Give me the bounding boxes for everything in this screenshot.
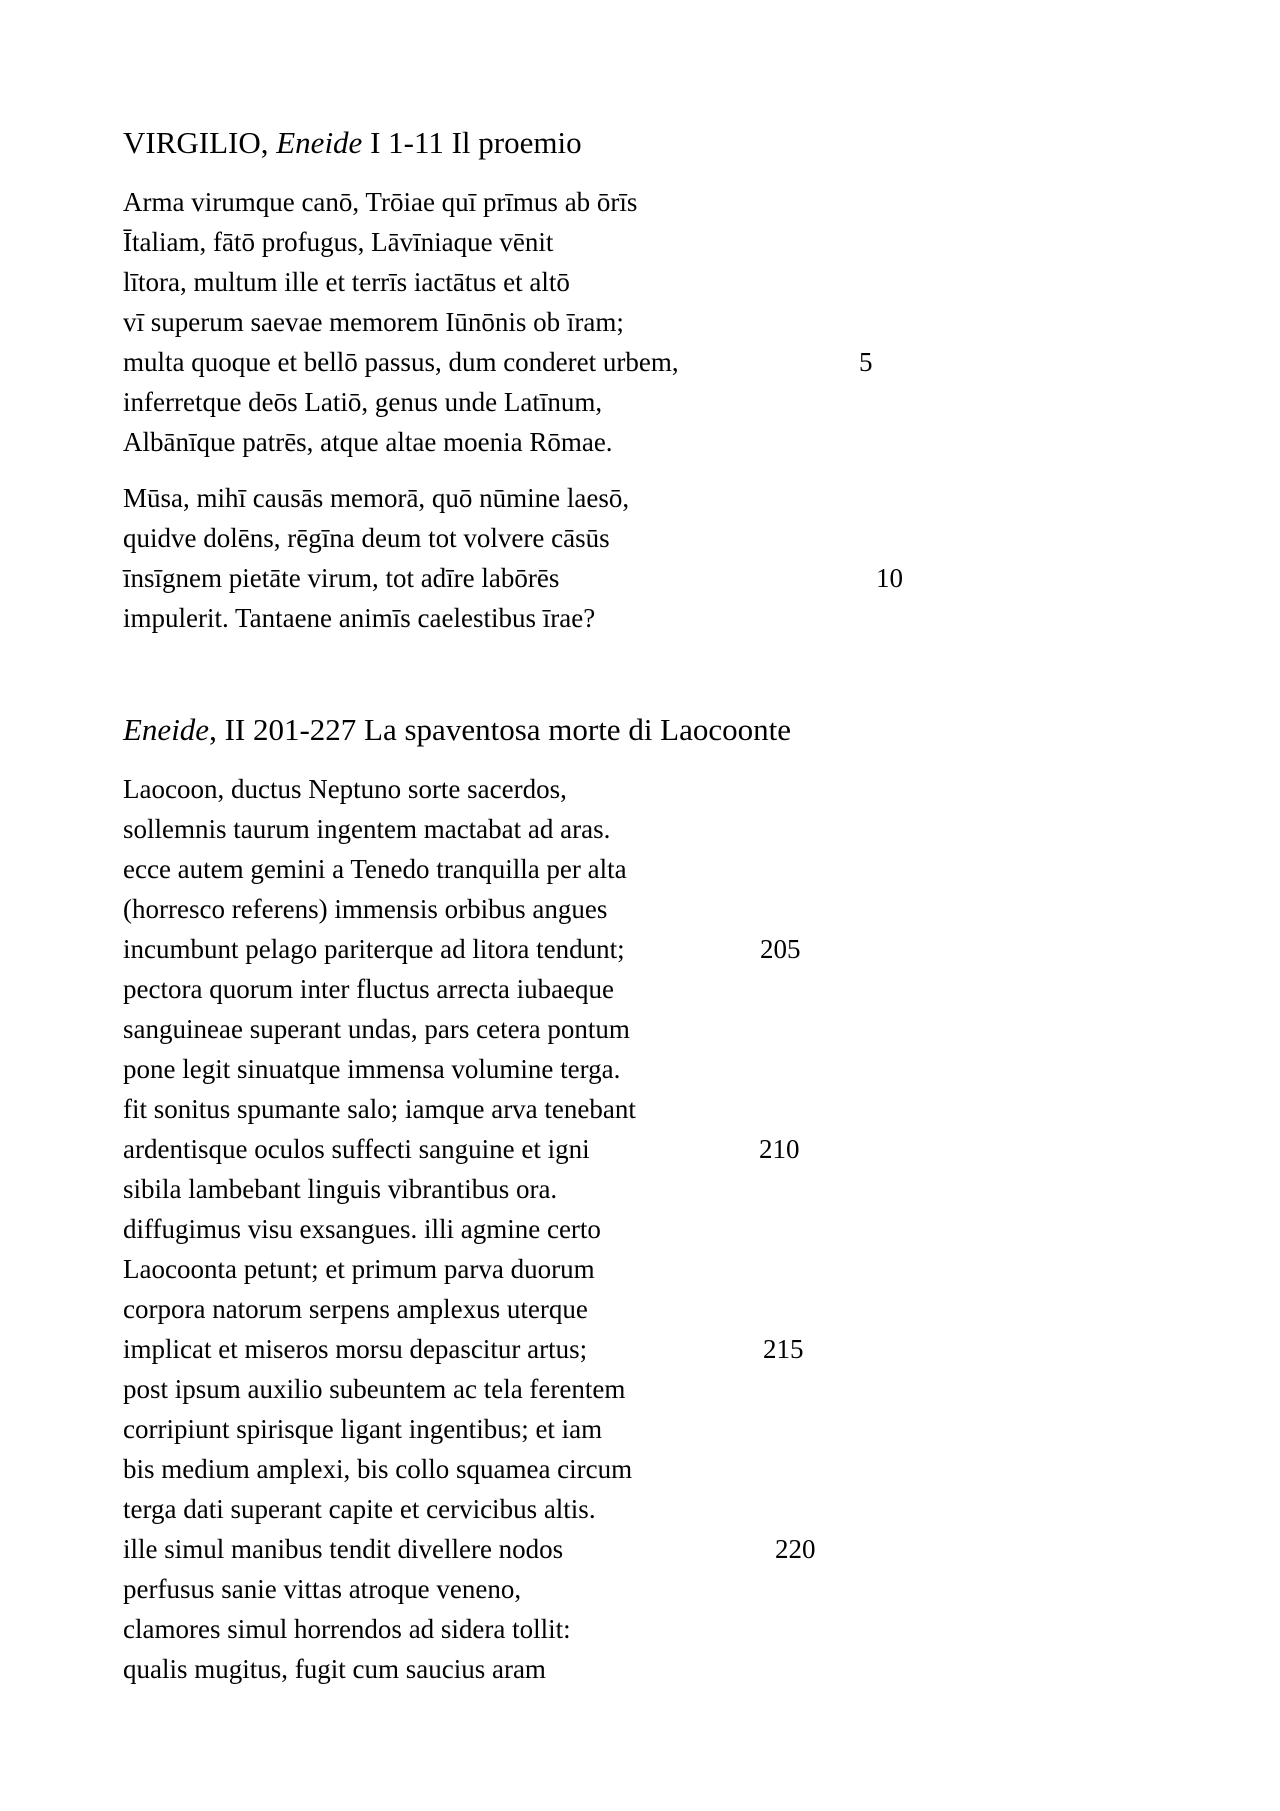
verse-line: pone legit sinuatque immensa volumine terga. bbox=[123, 1054, 621, 1084]
verse-line: fit sonitus spumante salo; iamque arva tenebant bbox=[123, 1094, 636, 1124]
line-number: 205 bbox=[760, 934, 801, 964]
section2-title bbox=[123, 710, 791, 750]
verse-line: inferretque deōs Latiō, genus unde Latīnum, bbox=[123, 387, 603, 417]
verse-line: terga dati superant capite et cervicibus altis. bbox=[123, 1494, 596, 1524]
verse-line: Albānīque patrēs, atque altae moenia Rōmae. bbox=[123, 427, 613, 457]
verse-line: implicat et miseros morsu depascitur artus; bbox=[123, 1334, 588, 1364]
verse-line: vī superum saevae memorem Iūnōnis ob īram; bbox=[123, 307, 624, 337]
verse-line: clamores simul horrendos ad sidera tollit: bbox=[123, 1614, 571, 1644]
verse-line: (horresco referens) immensis orbibus angues bbox=[123, 894, 608, 924]
verse-line: perfusus sanie vittas atroque veneno, bbox=[123, 1574, 522, 1604]
verse-line: bis medium amplexi, bis collo squamea circum bbox=[123, 1454, 633, 1484]
line-number: 215 bbox=[763, 1334, 804, 1364]
line-number: 5 bbox=[859, 347, 873, 377]
verse-line: īnsīgnem pietāte virum, tot adīre labōrēs bbox=[123, 563, 560, 593]
line-number: 210 bbox=[759, 1134, 800, 1164]
verse-line: multa quoque et bellō passus, dum conderet urbem, bbox=[123, 347, 679, 377]
verse-line: Mūsa, mihī causās memorā, quō nūmine laesō, bbox=[123, 483, 630, 513]
verse-line: sollemnis taurum ingentem mactabat ad aras. bbox=[123, 814, 611, 844]
verse-line: quidve dolēns, rēgīna deum tot volvere cāsūs bbox=[123, 523, 610, 553]
verse-line: qualis mugitus, fugit cum saucius aram bbox=[123, 1654, 546, 1684]
verse-line: ecce autem gemini a Tenedo tranquilla per alta bbox=[123, 854, 627, 884]
verse-line: corripiunt spirisque ligant ingentibus; et iam bbox=[123, 1414, 603, 1444]
section1-title bbox=[123, 123, 582, 163]
line-number: 220 bbox=[775, 1534, 816, 1564]
verse-line: incumbunt pelago pariterque ad litora tendunt; bbox=[123, 934, 625, 964]
verse-line: lītora, multum ille et terrīs iactātus et altō bbox=[123, 267, 570, 297]
verse-line: Laocoonta petunt; et primum parva duorum bbox=[123, 1254, 595, 1284]
verse-line: Ītaliam, fātō profugus, Lāvīniaque vēnit bbox=[123, 227, 554, 257]
verse-line: diffugimus visu exsangues. illi agmine certo bbox=[123, 1214, 601, 1244]
verse-line: Laocoon, ductus Neptuno sorte sacerdos, bbox=[123, 774, 567, 804]
verse-line: ille simul manibus tendit divellere nodos bbox=[123, 1534, 564, 1564]
section1-title-work: Eneide bbox=[276, 125, 363, 160]
section2-title-suffix: , II 201-227 La spaventosa morte di Laocoonte bbox=[209, 712, 792, 747]
verse-line: corpora natorum serpens amplexus uterque bbox=[123, 1294, 588, 1324]
verse-line: ardentisque oculos suffecti sanguine et igni bbox=[123, 1134, 590, 1164]
verse-line: Arma virumque canō, Trōiae quī prīmus ab ōrīs bbox=[123, 187, 638, 217]
section2-title-work: Eneide bbox=[123, 712, 210, 747]
line-number: 10 bbox=[876, 563, 903, 593]
section1-title-prefix: VIRGILIO, bbox=[123, 125, 277, 160]
section1-title-suffix: I 1-11 Il proemio bbox=[362, 125, 582, 160]
verse-line: post ipsum auxilio subeuntem ac tela ferentem bbox=[123, 1374, 626, 1404]
verse-line: impulerit. Tantaene animīs caelestibus īrae? bbox=[123, 603, 596, 633]
verse-line: sanguineae superant undas, pars cetera pontum bbox=[123, 1014, 630, 1044]
verse-line: sibila lambebant linguis vibrantibus ora. bbox=[123, 1174, 558, 1204]
verse-line: pectora quorum inter fluctus arrecta iubaeque bbox=[123, 974, 615, 1004]
